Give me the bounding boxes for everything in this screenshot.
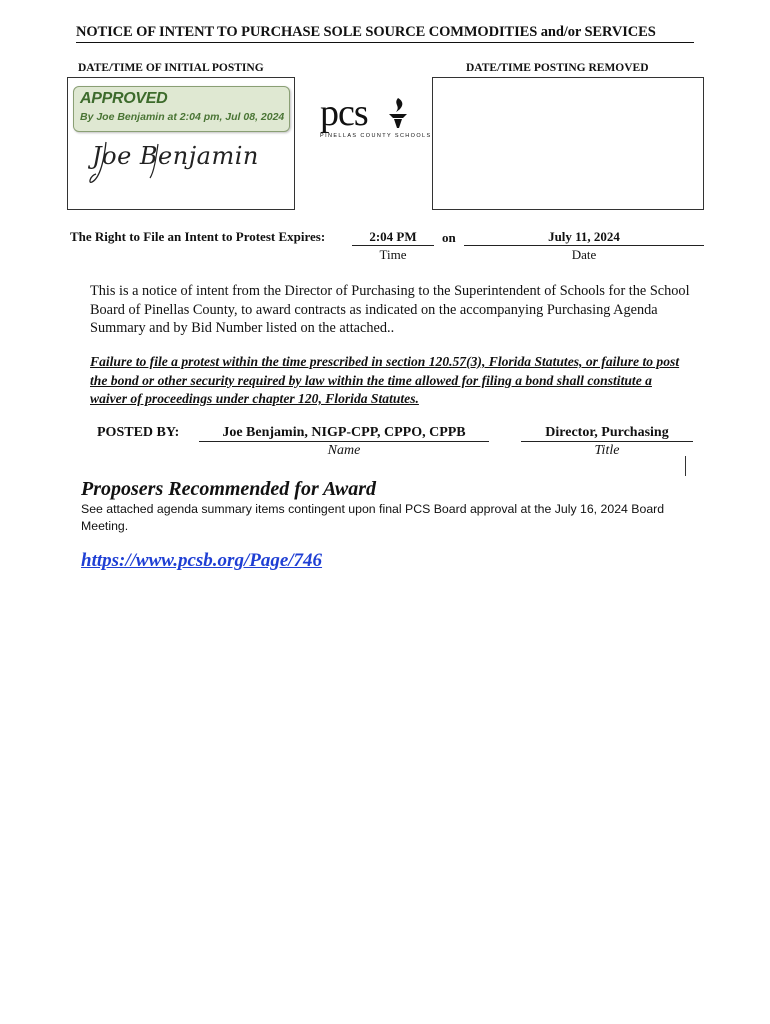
notice-paragraph: This is a notice of intent from the Director of Purchasing to the Superintendent of Schools for the School Board of Pinellas County, to award contracts as indicated on the accompanying Purchasing Agenda Summary and by Bid Number listed on the attached.. [90,283,690,336]
signature-flourish-icon [88,138,258,188]
award-text: See attached agenda summary items contingent upon final PCS Board approval at the July 16, 2024 Board Meeting. [81,502,665,533]
removed-posting-label: DATE/TIME POSTING REMOVED [466,62,649,74]
protest-date-caption: Date [571,247,597,262]
posted-by-name-caption: Name [327,443,361,458]
margin-tick [685,456,686,476]
award-link[interactable]: https://www.pcsb.org/Page/746 [81,550,323,571]
torch-icon [385,96,411,130]
protest-time-caption: Time [379,247,407,262]
document-title: NOTICE OF INTENT TO PURCHASE SOLE SOURCE COMMODITIES and/or SERVICES [76,24,656,40]
stamp-approved-by: By Joe Benjamin at 2:04 pm, Jul 08, 2024 [80,111,285,123]
removed-posting-box [432,77,704,210]
posted-by-title: Director, Purchasing [521,425,693,442]
award-heading: Proposers Recommended for Award [81,478,376,500]
stamp-status: APPROVED [80,90,168,107]
warning-paragraph: Failure to file a protest within the time prescribed in section 120.57(3), Florida Statutes, or failure to post the bond or other security required by law within the time allowed for filing a bond shall constitute a waiver of proceedings under chapter 120, Florida Statutes. [90,354,680,406]
protest-date-value: July 11, 2024 [464,229,704,246]
protest-time-value: 2:04 PM [352,229,434,246]
pcs-logo: pcs [320,92,368,134]
protest-connector: on [442,230,456,245]
posted-by-label: POSTED BY: [97,425,180,440]
posted-by-title-caption: Title [594,443,620,458]
signature: Joe Benjamin [92,142,259,170]
title-underline [76,42,694,43]
protest-label: The Right to File an Intent to Protest Expires: [70,229,326,244]
initial-posting-label: DATE/TIME OF INITIAL POSTING [78,62,264,74]
logo-subtitle: PINELLAS COUNTY SCHOOLS [320,133,432,139]
posted-by-name: Joe Benjamin, NIGP-CPP, CPPO, CPPB [199,425,489,442]
